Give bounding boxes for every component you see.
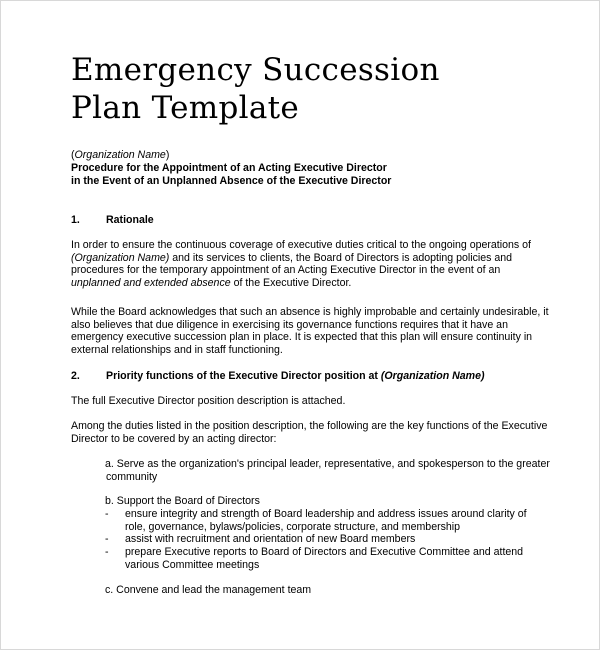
bullet-dash: - [105,546,109,558]
organization-name-line: (Organization Name) [71,149,170,161]
section-2-heading: Priority functions of the Executive Director position at (Organization Name) [106,370,485,382]
section-1-number: 1. [71,214,80,226]
key-functions-intro: Among the duties listed in the position description, the following are the key functions of the Executive Director to be covered by an acting director: [71,420,548,445]
procedure-heading-line-1: Procedure for the Appointment of an Acting Executive Director [71,162,387,174]
bullet-item: prepare Executive reports to Board of Directors and Executive Committee and attend various Committee meetings [125,546,524,571]
list-item-a: a. Serve as the organization's principal leader, representative, and spokesperson to the greater community [105,458,550,483]
position-description-note: The full Executive Director position description is attached. [71,395,346,407]
bullet-item: assist with recruitment and orientation of new Board members [125,533,416,545]
title-line-2: Plan Template [71,90,300,126]
bullet-dash: - [105,533,109,545]
document-title [71,51,440,127]
section-2-number: 2. [71,370,80,382]
organization-name: Organization Name [74,149,166,161]
bullet-item: ensure integrity and strength of Board leadership and address issues around clarity of role, governance, bylaws/policies, corporate structure, and membership [125,508,527,533]
procedure-heading-line-2: in the Event of an Unplanned Absence of the Executive Director [71,175,392,187]
list-item-c: c. Convene and lead the management team [105,584,312,596]
rationale-paragraph-2: While the Board acknowledges that such an absence is highly improbable and certainly undesirable, it also believes that due diligence in exercising its governance functions requires that it have an emergency executive succession plan in place. It is expected that this plan will ensure continuity in external relationships and in staff functioning. [71,306,549,356]
list-item-b: b. Support the Board of Directors [105,495,260,507]
rationale-paragraph-1: In order to ensure the continuous coverage of executive duties critical to the ongoing operations of (Organization Name) and its services to clients, the Board of Directors is adopting policies and procedures for the temporary appointment of an Acting Executive Director in the event of an unplanned and extended absence of the Executive Director. [71,239,531,289]
section-2-organization-name: (Organization Name) [380,370,485,382]
title-line-1: Emergency Succession [71,52,440,88]
bullet-dash: - [105,508,109,520]
section-1-heading: Rationale [106,214,154,226]
